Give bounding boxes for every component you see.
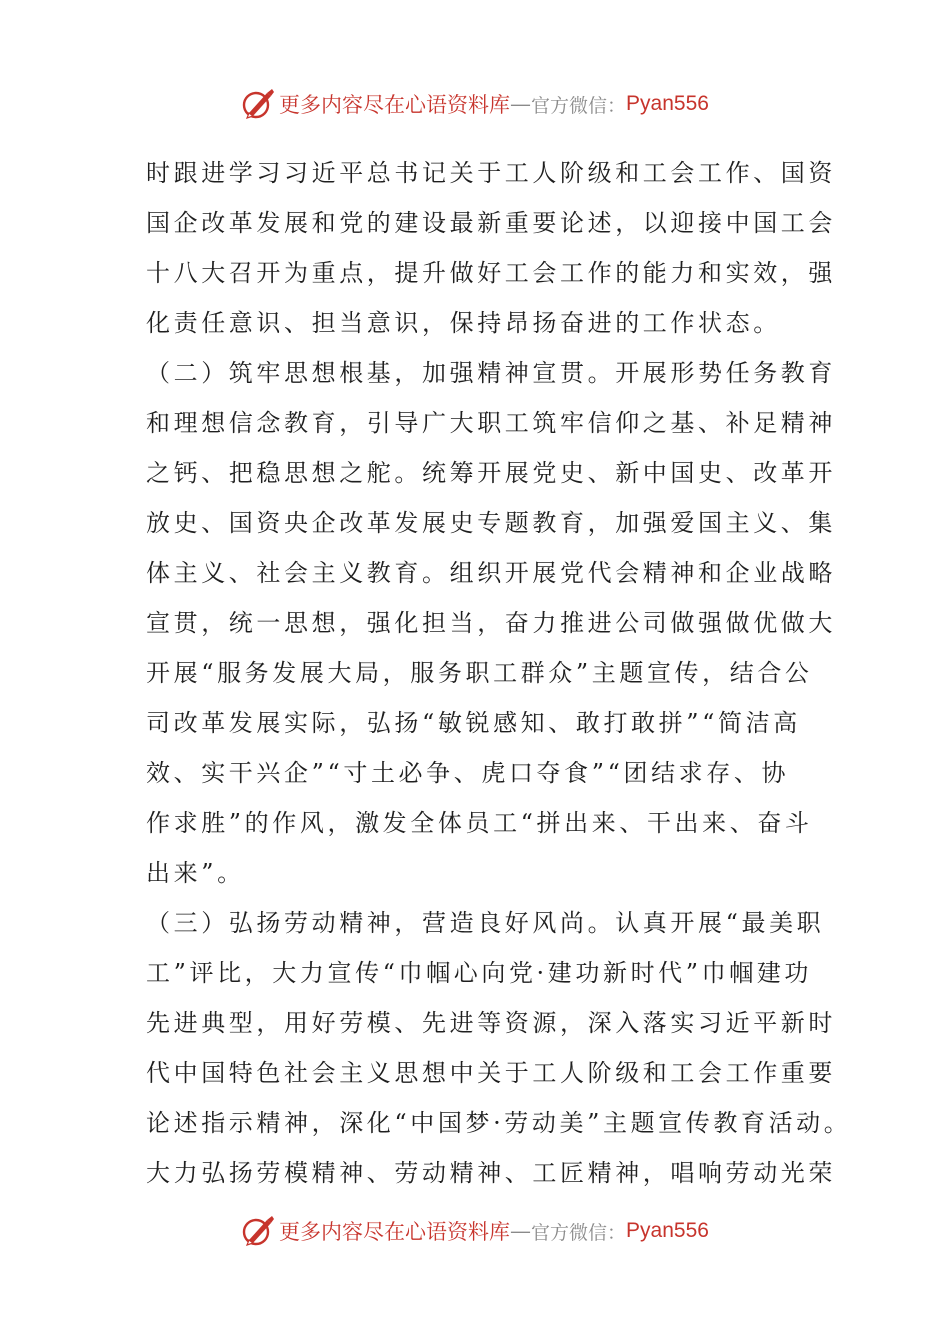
body-line: 之钙、把稳思想之舵。统筹开展党史、新中国史、改革开 bbox=[146, 459, 836, 487]
body-line: 论述指示精神，深化“中国梦·劳动美”主题宣传教育活动。 bbox=[146, 1109, 852, 1137]
section-heading-line: （二）筑牢思想根基，加强精神宣贯。开展形势任务教育 bbox=[146, 359, 836, 387]
footer-wechat-id: Pyan556 bbox=[626, 1219, 709, 1242]
footer-banner bbox=[0, 1211, 950, 1251]
header-banner bbox=[0, 84, 950, 124]
body-line: 化责任意识、担当意识，保持昂扬奋进的工作状态。 bbox=[146, 309, 781, 337]
body-line: 工”评比，大力宣传“巾帼心向党·建功新时代”巾帼建功 bbox=[146, 959, 813, 987]
footer-official-label: 官方微信： bbox=[531, 1221, 627, 1244]
body-line: 十八大召开为重点，提升做好工会工作的能力和实效，强 bbox=[146, 259, 836, 287]
pen-logo-icon bbox=[241, 1214, 275, 1248]
header-wechat-id: Pyan556 bbox=[626, 92, 709, 115]
body-line: 体主义、社会主义教育。组织开展党代会精神和企业战略 bbox=[146, 559, 836, 587]
footer-dash: — bbox=[510, 1219, 532, 1243]
header-brand-text: 更多内容尽在心语资料库 bbox=[279, 93, 511, 117]
document-body bbox=[146, 148, 852, 1198]
header-dash: — bbox=[510, 92, 532, 116]
body-line: 先进典型，用好劳模、先进等资源，深入落实习近平新时 bbox=[146, 1009, 836, 1037]
body-line: 作求胜”的作风，激发全体员工“拼出来、干出来、奋斗 bbox=[146, 809, 813, 837]
body-line: 代中国特色社会主义思想中关于工人阶级和工会工作重要 bbox=[146, 1059, 836, 1087]
body-line: 宣贯，统一思想，强化担当，奋力推进公司做强做优做大 bbox=[146, 609, 836, 637]
pen-logo-icon bbox=[241, 87, 275, 121]
body-line: 放史、国资央企改革发展史专题教育，加强爱国主义、集 bbox=[146, 509, 836, 537]
header-official-label: 官方微信： bbox=[531, 94, 627, 117]
body-line: 时跟进学习习近平总书记关于工人阶级和工会工作、国资 bbox=[146, 159, 836, 187]
body-line: 效、实干兴企”“寸土必争、虎口夺食”“团结求存、协 bbox=[146, 759, 790, 787]
body-line: 出来”。 bbox=[146, 859, 245, 887]
body-line: 司改革发展实际，弘扬“敏锐感知、敢打敢拼”“简洁高 bbox=[146, 709, 801, 737]
section-heading-line: （三）弘扬劳动精神，营造良好风尚。认真开展“最美职 bbox=[146, 909, 825, 937]
footer-brand-text: 更多内容尽在心语资料库 bbox=[279, 1220, 511, 1244]
body-line: 和理想信念教育，引导广大职工筑牢信仰之基、补足精神 bbox=[146, 409, 836, 437]
body-line: 大力弘扬劳模精神、劳动精神、工匠精神，唱响劳动光荣 bbox=[146, 1159, 836, 1187]
body-line: 开展“服务发展大局，服务职工群众”主题宣传，结合公 bbox=[146, 659, 813, 687]
body-line: 国企改革发展和党的建设最新重要论述，以迎接中国工会 bbox=[146, 209, 836, 237]
